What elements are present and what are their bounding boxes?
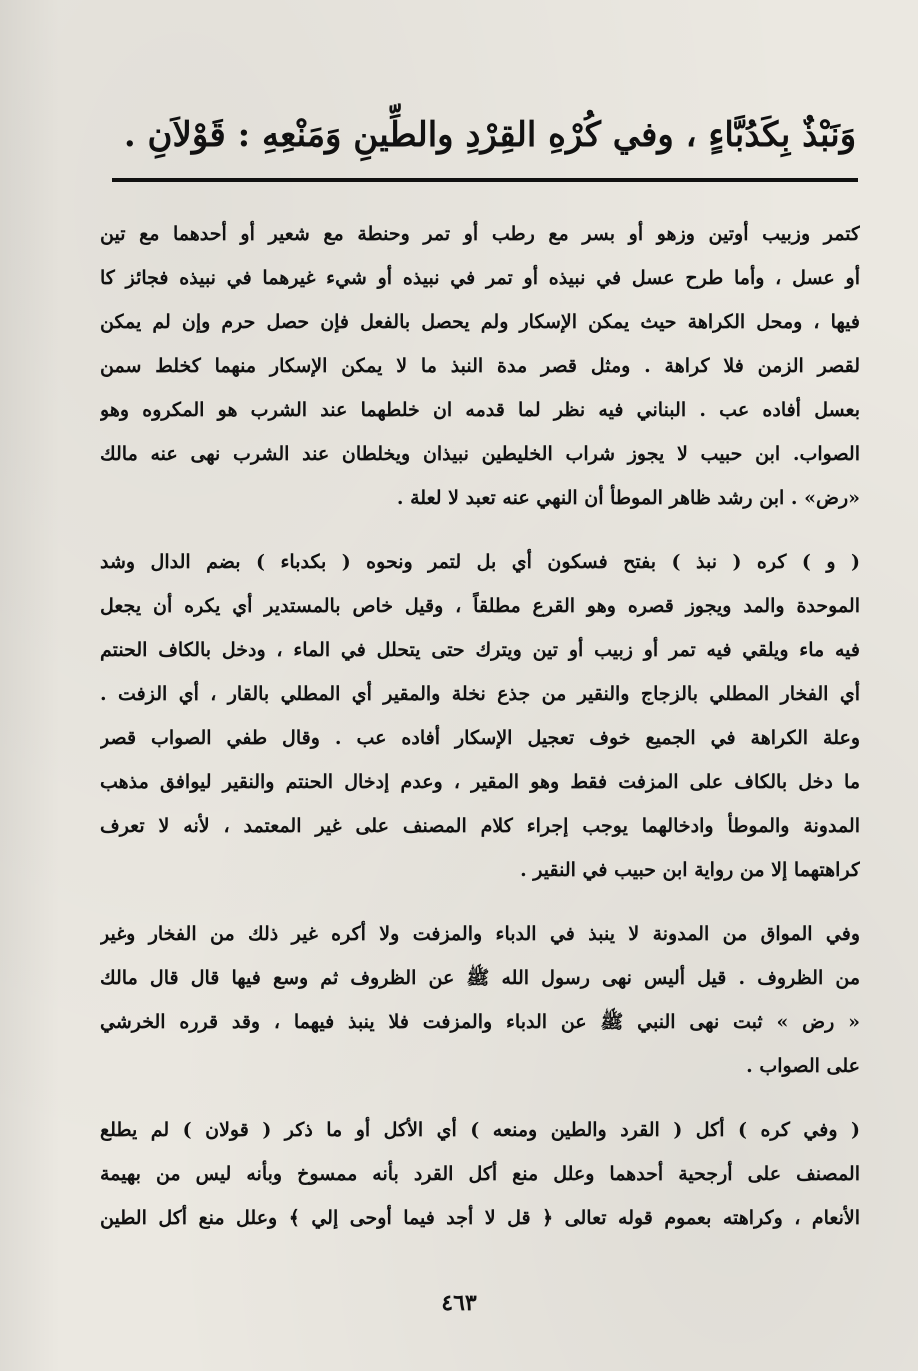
text-line: بعسل أفاده عب . البناني فيه نظر لما قدمه ان خلطهما عند الشرب هو المكروه وهو [100,399,860,421]
text-line: المصنف على أرجحية أحدهما وعلل منع أكل القرد بأنه ممسوخ وبأنه ليس من بهيمة [100,1163,860,1185]
page-shadow [0,0,60,1371]
text-line: من الظروف . قيل أليس نهى رسول الله ﷺ عن الظروف ثم وسع فيها قال قال مالك [100,967,860,989]
text-line: فيها ، ومحل الكراهة حيث يمكن الإسكار ولم يحصل بالفعل فإن حصل حرم وإن لم يمكن [100,311,860,333]
paragraph-1 [100,212,860,520]
text-line: ما دخل بالكاف على المزفت فقط وهو المقير ، وعدم إدخال الحنتم والنقير ليوافق مذهب [100,771,860,793]
text-line: فيه ماء ويلقي فيه تمر أو زبيب أو تين ويترك حتى يتحلل في الماء ، ودخل بالكاف الحنتم [100,639,860,661]
text-line: الصواب. ابن حبيب لا يجوز شراب الخليطين نبيذان ويخلطان عند الشرب نهى عنه مالك [100,443,860,465]
text-line: ( وفي كره ) أكل ( القرد والطين ومنعه ) أي الأكل أو ما ذكر ( قولان ) لم يطلع [100,1119,860,1141]
page-header-verse: وَنَبْذٌ بِكَدُبَّاءٍ ، وفي كُرْهِ القِرْدِ والطِّينِ وَمَنْعِهِ : قَوْلاَنِ . [123,115,857,155]
text-line: لقصر الزمن فلا كراهة . ومثل قصر مدة النبذ ما لا يمكن الإسكار منهما كخلط سمن [100,355,860,377]
text-line: أي الفخار المطلي بالزجاج والنقير من جذع نخلة والمقير أي المطلي بالقار ، أي الزفت . [100,683,860,705]
text-line: على الصواب . [746,1055,860,1077]
text-line: وفي المواق من المدونة لا ينبذ في الدباء والمزفت ولا أكره غير ذلك من الفخار وغير [100,923,860,945]
text-line: ( و ) كره ( نبذ ) بفتح فسكون أي بل لتمر ونحوه ( بكدباء ) بضم الدال وشد [100,551,860,573]
text-line: أو عسل ، وأما طرح عسل في نبيذه أو تمر في نبيذه أو شيء غيرهما في نبيذه فجائز كا [100,267,860,289]
text-line: كراهتهما إلا من رواية ابن حبيب في النقير . [520,859,860,881]
text-line: وعلة الكراهة في الجميع خوف تعجيل الإسكار أفاده عب . وقال طفي الصواب قصر [100,727,860,749]
paragraph-4 [100,1108,860,1240]
text-line: « رض » ثبت نهى النبي ﷺ عن الدباء والمزفت فلا ينبذ فيهما ، وقد قرره الخرشي [100,1011,860,1033]
commentary-body [100,212,860,1260]
header-rule [112,178,858,182]
paragraph-2 [100,540,860,892]
page-number: ٤٦٣ [441,1290,477,1316]
text-line: الأنعام ، وكراهته بعموم قوله تعالى ﴿ قل لا أجد فيما أوحى إلي ﴾ وعلل منع أكل الطين [100,1207,860,1229]
text-line: «رض» . ابن رشد ظاهر الموطأ أن النهي عنه تعبد لا لعلة . [396,487,860,509]
text-line: الموحدة والمد ويجوز قصره وهو القرع مطلقاً ، وقيل خاص بالمستدير أي يكره أن يجعل [100,595,860,617]
text-line: المدونة والموطأ وادخالهما يوجب إجراء كلام المصنف على غير المعتمد ، لأنه لا تعرف [100,815,860,837]
text-line: كتمر وزبيب أوتين وزهو أو بسر مع رطب أو تمر وحنطة مع شعير أو أحدهما مع تين [100,223,860,245]
paragraph-3 [100,912,860,1088]
